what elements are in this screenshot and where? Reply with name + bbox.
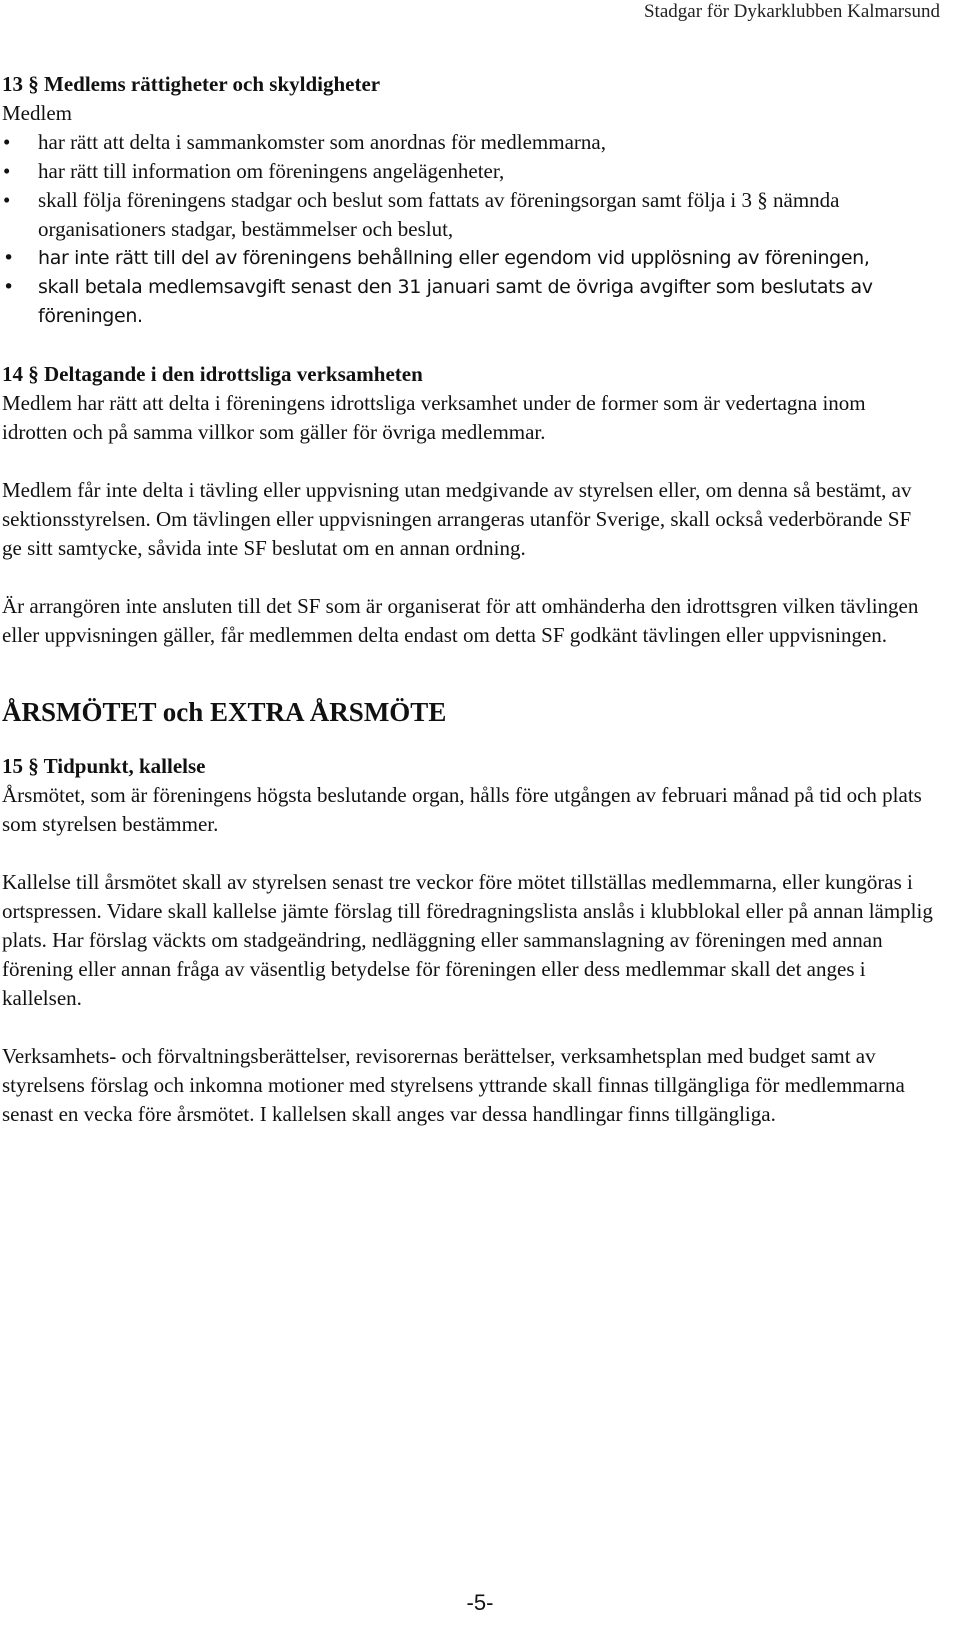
list-item <box>2 273 934 331</box>
bullet-icon: • <box>3 188 11 212</box>
spacer <box>2 563 934 592</box>
section-13-intro: Medlem <box>2 101 72 125</box>
section-14-heading: 14 § Deltagande i den idrottsliga verksamheten <box>2 362 423 386</box>
bullet-icon: • <box>3 247 14 269</box>
list-item <box>2 186 934 244</box>
page-number: -5- <box>466 1590 494 1615</box>
spacer <box>2 447 934 476</box>
section-15-heading: 15 § Tidpunkt, kallelse <box>2 754 206 778</box>
list-item-text: har rätt att delta i sammankomster som anordnas för medlemmarna, <box>38 130 606 154</box>
section-15-paragraph-2: Kallelse till årsmötet skall av styrelsen senast tre veckor före mötet tillställas medlemmarna, eller kungöras i ortspressen. Vidare skall kallelse jämte förslag till föredragningslista anslås i klubblokal eller på annan lämplig plats. Har förslag väckts om stadgeändring, nedläggning eller sammanslagning av föreningen med annan förening eller annan fråga av väsentlig betydelse för föreningen eller dess medlemmar skall det anges i kallelsen. <box>2 870 933 1010</box>
spacer <box>2 331 934 360</box>
section-13-heading: 13 § Medlems rättigheter och skyldigheter <box>2 72 381 96</box>
section-13-bullet-list <box>2 128 934 331</box>
bullet-icon: • <box>3 159 11 183</box>
document-body <box>2 70 934 1129</box>
list-item-text: skall följa föreningens stadgar och beslut som fattats av föreningsorgan samt följa i 3 § nämnda organisationers stadgar, bestämmelser och beslut, <box>38 188 840 241</box>
section-14-paragraph-1: Medlem har rätt att delta i föreningens idrottsliga verksamhet under de former som är vedertagna inom idrotten och på samma villkor som gäller för övriga medlemmar. <box>2 391 866 444</box>
bullet-icon: • <box>3 130 11 154</box>
list-item <box>2 244 934 273</box>
chapter-heading: ÅRSMÖTET och EXTRA ÅRSMÖTE <box>2 697 447 727</box>
section-14-paragraph-3: Är arrangören inte ansluten till det SF som är organiserat för att omhänderha den idrottsgren vilken tävlingen eller uppvisningen gäller, får medlemmen delta endast om detta SF godkänt tävlingen eller uppvisningen. <box>2 594 919 647</box>
spacer <box>2 1013 934 1042</box>
bullet-icon: • <box>3 276 14 298</box>
section-15-paragraph-3: Verksamhets- och förvaltningsberättelser, revisorernas berättelser, verksamhetsplan med budget samt av styrelsens förslag och inkomna motioner med styrelsens yttrande skall finnas tillgängliga för medlemmarna senast en vecka före årsmötet. I kallelsen skall anges var dessa handlingar finns tillgängliga. <box>2 1044 905 1126</box>
list-item-text: skall betala medlemsavgift senast den 31 januari samt de övriga avgifter som beslutats av föreningen. <box>38 276 873 327</box>
section-15-paragraph-1: Årsmötet, som är föreningens högsta beslutande organ, hålls före utgången av februari månad på tid och plats som styrelsen bestämmer. <box>2 783 922 836</box>
spacer <box>2 839 934 868</box>
section-14-paragraph-2: Medlem får inte delta i tävling eller uppvisning utan medgivande av styrelsen eller, om denna så bestämt, av sektionsstyrelsen. Om tävlingen eller uppvisningen arrangeras utanför Sverige, skall också vederbörande SF ge sitt samtycke, såvida inte SF beslutat om en annan ordning. <box>2 478 912 560</box>
list-item <box>2 128 934 157</box>
running-header: Stadgar för Dykarklubben Kalmarsund <box>643 1 940 22</box>
list-item-text: har rätt till information om föreningens angelägenheter, <box>38 159 505 183</box>
list-item <box>2 157 934 186</box>
spacer <box>2 650 934 694</box>
spacer <box>2 730 934 752</box>
list-item-text: har inte rätt till del av föreningens behållning eller egendom vid upplösning av föreningen, <box>38 247 870 269</box>
